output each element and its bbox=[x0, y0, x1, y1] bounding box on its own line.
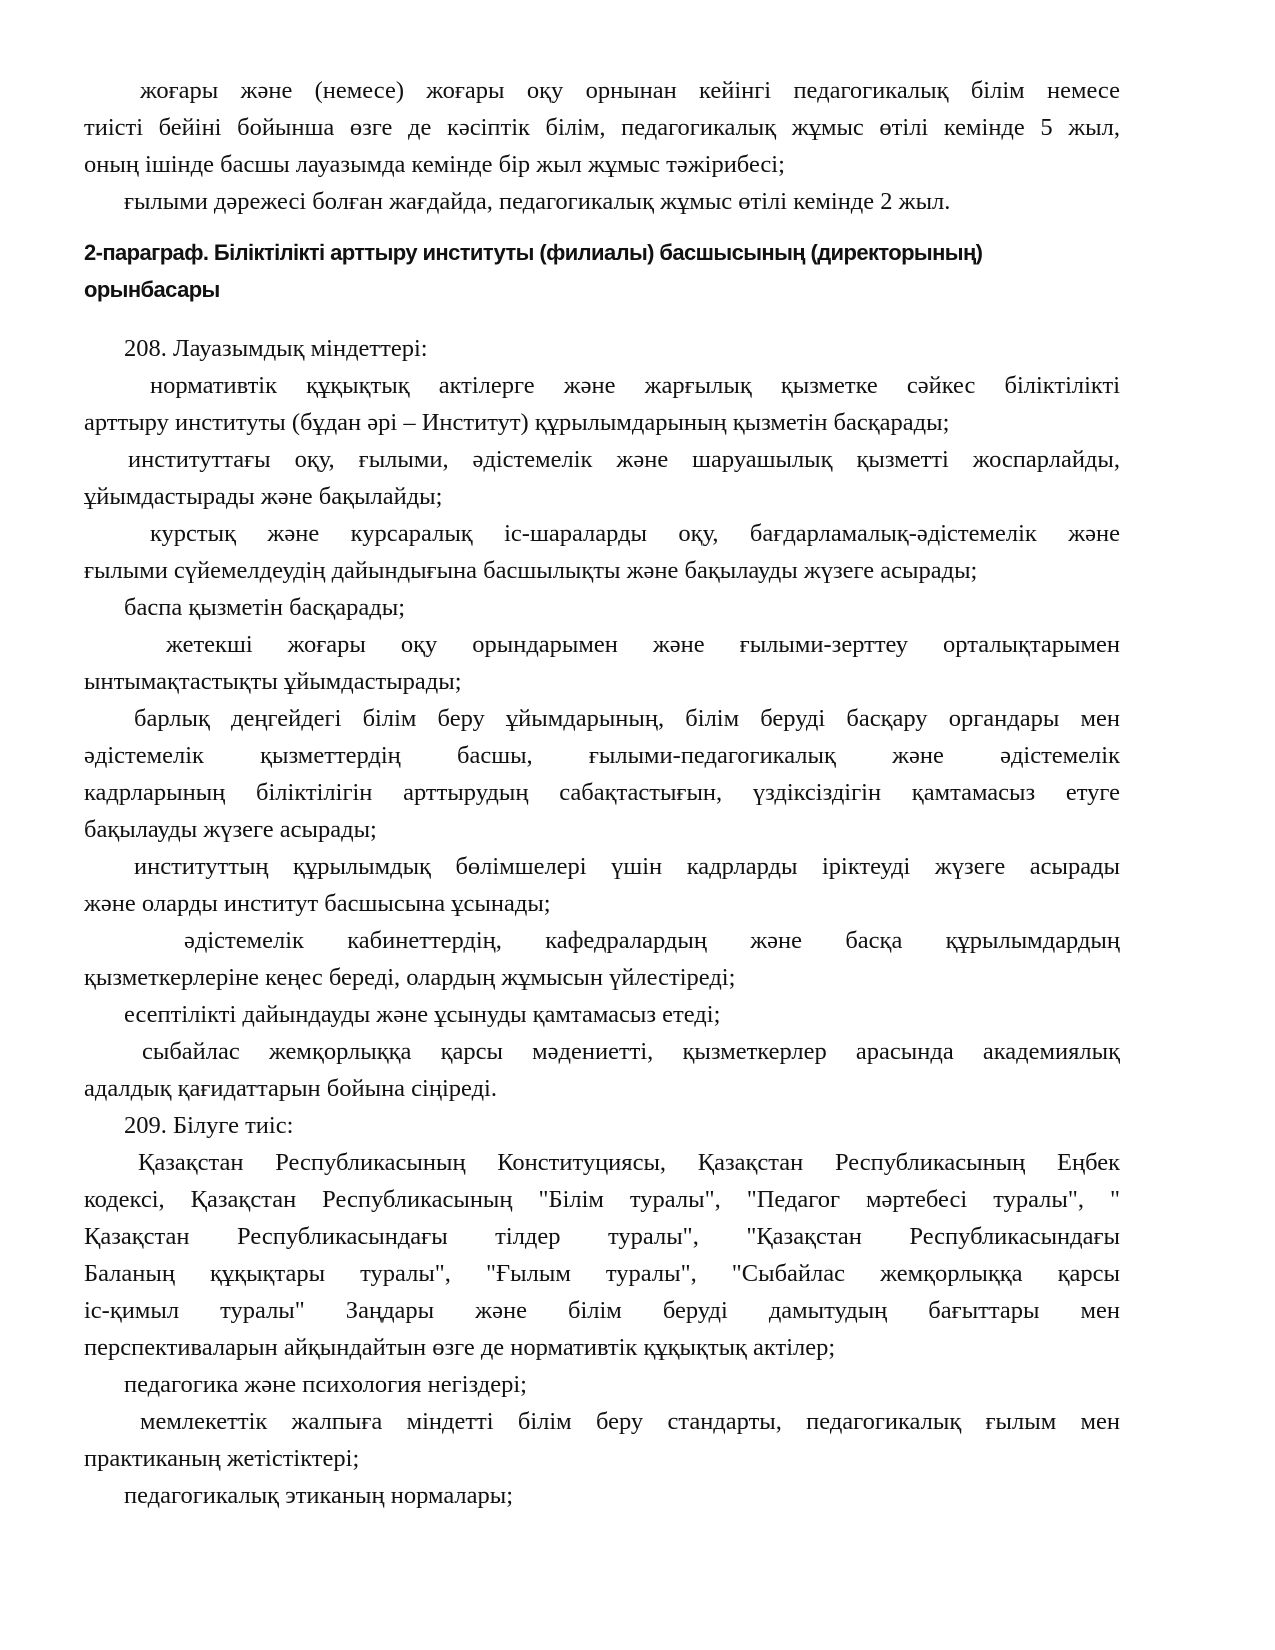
text-line: практиканың жетістіктері; bbox=[84, 1445, 360, 1472]
text-line: 208. Лауазымдық міндеттері: bbox=[124, 335, 428, 362]
text-line: кодексі, Қазақстан Республикасының "Білім туралы", "Педагог мәртебесі туралы", " bbox=[84, 1186, 1120, 1213]
text-line: арттыру институты (бұдан әрі – Институт) құрылымдарының қызметін басқарады; bbox=[84, 409, 950, 436]
text-line: педагогика және психология негіздері; bbox=[124, 1371, 527, 1398]
text-line: есептілікті дайындауды және ұсынуды қамтамасыз етеді; bbox=[124, 1001, 721, 1028]
text-line: іс-қимыл туралы" Заңдары және білім беруді дамытудың бағыттары мен bbox=[84, 1297, 1120, 1324]
text-line: нормативтік құқықтық актілерге және жарғылық қызметке сәйкес біліктілікті bbox=[150, 372, 1120, 399]
text-line: ұйымдастырады және бақылайды; bbox=[84, 483, 443, 510]
document-page bbox=[84, 72, 1120, 1514]
body-paragraphs bbox=[84, 330, 1120, 1514]
text-line: әдістемелік қызметтердің басшы, ғылыми-педагогикалық және әдістемелік bbox=[84, 742, 1120, 769]
text-line: барлық деңгейдегі білім беру ұйымдарының, білім беруді басқару органдары мен bbox=[134, 705, 1120, 732]
text-line: кадрларының біліктілігін арттырудың сабақтастығын, үздіксіздігін қамтамасыз етуге bbox=[84, 779, 1120, 806]
spacer bbox=[84, 220, 1120, 234]
section-heading bbox=[84, 234, 1120, 308]
text-line: ынтымақтастықты ұйымдастырады; bbox=[84, 668, 462, 695]
text-line: курстық және курсаралық іс-шараларды оқу, бағдарламалық-әдістемелік және bbox=[150, 520, 1120, 547]
text-line: әдістемелік кабинеттердің, кафедралардың және басқа құрылымдардың bbox=[184, 927, 1120, 954]
text-line: тиісті бейіні бойынша өзге де кәсіптік білім, педагогикалық жұмыс өтілі кемінде 5 жыл, bbox=[84, 114, 1120, 141]
text-line: Қазақстан Республикасындағы тілдер туралы", "Қазақстан Республикасындағы bbox=[84, 1223, 1120, 1250]
text-line: және оларды институт басшысына ұсынады; bbox=[84, 890, 551, 917]
text-line: баспа қызметін басқарады; bbox=[124, 594, 405, 621]
text-line: институттағы оқу, ғылыми, әдістемелік және шаруашылық қызметті жоспарлайды, bbox=[128, 446, 1120, 473]
text-line: педагогикалық этиканың нормалары; bbox=[124, 1482, 514, 1509]
section-heading-line-1: 2-параграф. Біліктілікті арттыру институты (филиалы) басшысының (директорының) bbox=[84, 240, 983, 265]
text-line: ғылыми дәрежесі болған жағдайда, педагогикалық жұмыс өтілі кемінде 2 жыл. bbox=[124, 188, 951, 215]
text-line: Баланың құқықтары туралы", "Ғылым туралы", "Сыбайлас жемқорлыққа қарсы bbox=[84, 1260, 1120, 1287]
text-line: перспективаларын айқындайтын өзге де нормативтік құқықтық актілер; bbox=[84, 1334, 836, 1361]
text-line: бақылауды жүзеге асырады; bbox=[84, 816, 377, 843]
text-line: сыбайлас жемқорлыққа қарсы мәдениетті, қызметкерлер арасында академиялық bbox=[142, 1038, 1120, 1065]
text-line: Қазақстан Республикасының Конституциясы, Қазақстан Республикасының Еңбек bbox=[138, 1149, 1120, 1176]
text-line: жоғары және (немесе) жоғары оқу орнынан кейінгі педагогикалық білім немесе bbox=[140, 77, 1120, 104]
text-line: жетекші жоғары оқу орындарымен және ғылыми-зерттеу орталықтарымен bbox=[166, 631, 1120, 658]
text-line: мемлекеттік жалпыға міндетті білім беру стандарты, педагогикалық ғылым мен bbox=[140, 1408, 1120, 1435]
text-line: адалдық қағидаттарын бойына сіңіреді. bbox=[84, 1075, 497, 1102]
text-line: институттың құрылымдық бөлімшелері үшін кадрларды іріктеуді жүзеге асырады bbox=[134, 853, 1120, 880]
intro-paragraphs bbox=[84, 72, 1120, 220]
text-line: қызметкерлеріне кеңес береді, олардың жұмысын үйлестіреді; bbox=[84, 964, 736, 991]
text-line: оның ішінде басшы лауазымда кемінде бір жыл жұмыс тәжірибесі; bbox=[84, 151, 785, 178]
text-line: ғылыми сүйемелдеудің дайындығына басшылықты және бақылауды жүзеге асырады; bbox=[84, 557, 978, 584]
spacer bbox=[84, 308, 1120, 330]
section-heading-line-2: орынбасары bbox=[84, 277, 220, 302]
text-line: 209. Білуге тиіс: bbox=[124, 1112, 294, 1139]
